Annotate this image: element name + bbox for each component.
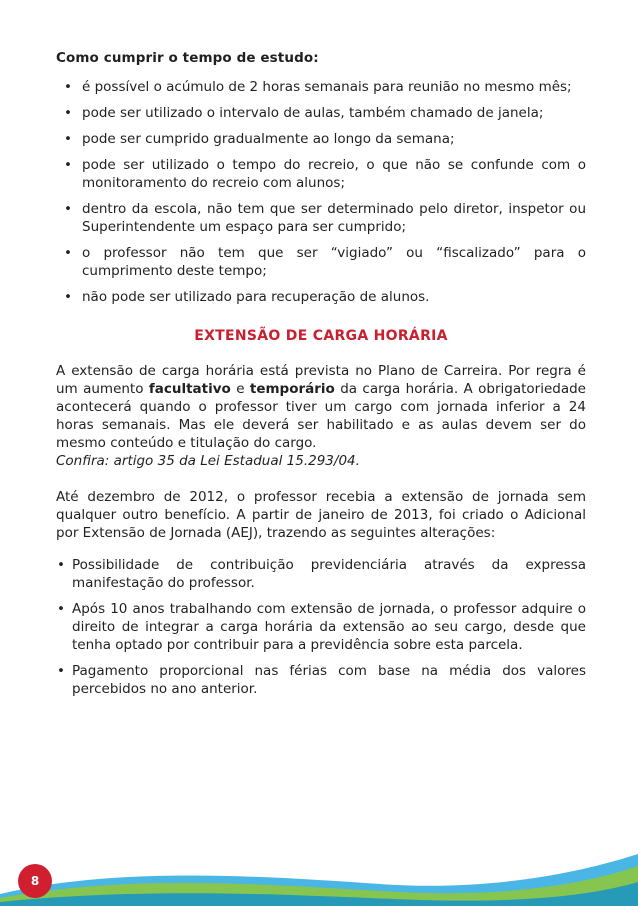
list-item: • dentro da escola, não tem que ser determinado pelo diretor, inspetor ou Superintendente um espaço para ser cumprido; bbox=[64, 201, 586, 235]
law-reference-note: Confira: artigo 35 da Lei Estadual 15.293/04. bbox=[56, 453, 360, 469]
list-item: • pode ser cumprido gradualmente ao longo da semana; bbox=[64, 131, 455, 147]
bullet-icon: • bbox=[64, 201, 72, 217]
bold-term-temporario: temporário bbox=[249, 381, 335, 397]
list-item: • o professor não tem que ser “vigiado” ou “fiscalizado” para o cumprimento deste tempo; bbox=[64, 245, 586, 279]
list-item: • Após 10 anos trabalhando com extensão de jornada, o professor adquire o direito de integrar a carga horária da extensão ao seu cargo, desde que tenha optado por contribuir para a previdência sobre esta parcela. bbox=[57, 601, 586, 653]
footer-wave-decoration bbox=[0, 836, 638, 906]
list-item: • não pode ser utilizado para recuperação de alunos. bbox=[64, 289, 430, 305]
changes-bullet-list bbox=[56, 556, 586, 698]
extension-paragraph-2: Até dezembro de 2012, o professor recebia a extensão de jornada sem qualquer outro benefício. A partir de janeiro de 2013, foi criado o Adicional por Extensão de Jornada (AEJ), trazendo as seguintes alterações: bbox=[56, 489, 586, 541]
page-content bbox=[56, 50, 586, 706]
list-item: • Pagamento proporcional nas férias com base na média dos valores percebidos no ano anterior. bbox=[57, 663, 586, 697]
bullet-icon: • bbox=[64, 105, 72, 121]
page-number-badge: 8 bbox=[18, 864, 52, 898]
study-bullet-list bbox=[56, 78, 586, 306]
bullet-icon: • bbox=[57, 663, 65, 679]
bullet-icon: • bbox=[57, 601, 65, 617]
list-item: • é possível o acúmulo de 2 horas semanais para reunião no mesmo mês; bbox=[64, 79, 572, 95]
extension-paragraph-1: A extensão de carga horária está prevista no Plano de Carreira. Por regra é um aumento facultativo e temporário da carga horária. A obrigatoriedade acontecerá quando o professor tiver um cargo com jornada inferior a 24 horas semanais. Mas ele deverá ser habilitado e as aulas devem ser do mesmo conteúdo e titulação do cargo. Confira: artigo 35 da Lei Estadual 15.293/04. bbox=[56, 363, 586, 469]
bullet-icon: • bbox=[64, 289, 72, 305]
bullet-icon: • bbox=[57, 557, 65, 573]
study-section-title: Como cumprir o tempo de estudo: bbox=[56, 50, 319, 66]
bullet-icon: • bbox=[64, 157, 72, 173]
list-item: • pode ser utilizado o intervalo de aulas, também chamado de janela; bbox=[64, 105, 544, 121]
extension-heading: EXTENSÃO DE CARGA HORÁRIA bbox=[194, 328, 448, 344]
list-item: • Possibilidade de contribuição previdenciária através da expressa manifestação do professor. bbox=[57, 557, 586, 591]
bold-term-facultativo: facultativo bbox=[148, 381, 231, 397]
bullet-icon: • bbox=[64, 79, 72, 95]
list-item: • pode ser utilizado o tempo do recreio, o que não se confunde com o monitoramento do recreio com alunos; bbox=[64, 157, 586, 191]
bullet-icon: • bbox=[64, 131, 72, 147]
bullet-icon: • bbox=[64, 245, 72, 261]
